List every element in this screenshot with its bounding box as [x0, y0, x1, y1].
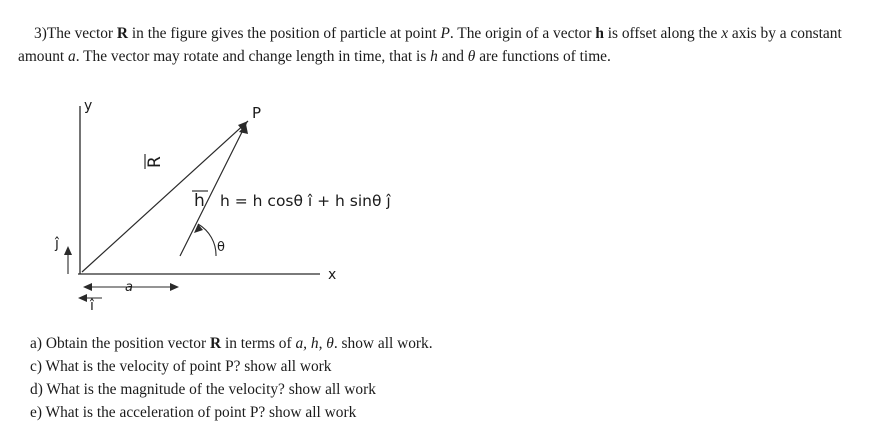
- vector-R-symbol: R: [116, 25, 129, 42]
- question-text-a-3: . show all work.: [333, 335, 433, 352]
- vector-h-symbol: h: [595, 25, 604, 42]
- theta-symbol: θ: [467, 48, 476, 66]
- offset-arrow-left: [83, 283, 92, 291]
- question-tag-d: d): [30, 381, 43, 399]
- problem-statement: [18, 22, 854, 69]
- problem-line1-d: is offset along: [603, 25, 695, 42]
- problem-line2-d: and: [437, 48, 468, 66]
- question-text-a-1: Obtain the position vector: [45, 335, 210, 352]
- h-symbol: h: [430, 48, 438, 66]
- question-text-d: What is the magnitude of the velocity? show all work: [46, 381, 376, 399]
- axis-x-symbol: x: [721, 25, 729, 42]
- y-axis-label: y: [84, 98, 93, 114]
- problem-line1-b: in the figure gives the position of particle at point: [128, 25, 441, 42]
- question-item-d: [30, 378, 730, 401]
- question-tag-e: e): [30, 404, 42, 422]
- problem-line2-e: are functions: [475, 48, 560, 66]
- question-text-a-2: in terms of: [221, 335, 296, 352]
- question-tag-c: c): [30, 358, 42, 376]
- problem-line1-c: . The origin of a vector: [449, 25, 596, 42]
- question-text-e: What is the acceleration of point P? show all work: [45, 404, 357, 422]
- unit-vector-i-label: î: [90, 298, 94, 314]
- vector-h-label: h: [194, 191, 205, 211]
- problem-line2-b: axis by a constant amount: [18, 25, 842, 66]
- question-a-variables: a, h, θ: [295, 335, 334, 352]
- h-equation: h = h cosθ î + h sinθ ĵ: [220, 192, 391, 210]
- offset-a-label: a: [125, 280, 133, 295]
- vector-diagram: [20, 96, 440, 316]
- x-axis-label: x: [328, 267, 337, 283]
- unit-vector-j-label: ĵ: [55, 236, 59, 252]
- question-item-a: [30, 332, 730, 355]
- question-item-c: [30, 355, 730, 378]
- question-item-e: [30, 401, 730, 424]
- unit-vector-i-arrowhead: [78, 294, 87, 302]
- vector-R-label-group: [145, 154, 165, 169]
- question-a-vector-R: R: [209, 335, 222, 352]
- problem-line2-a: the: [698, 25, 722, 42]
- angle-theta-label: θ: [217, 240, 225, 255]
- question-text-c: What is the velocity of point P? show all work: [45, 358, 332, 376]
- unit-vector-j-arrowhead: [64, 246, 72, 255]
- vector-h-line: [180, 124, 246, 256]
- offset-arrow-right: [170, 283, 179, 291]
- point-P-symbol: P: [440, 25, 450, 42]
- problem-line2-c: . The vector may rotate and change length in time, that is: [75, 48, 431, 66]
- question-tag-a: a): [30, 335, 42, 352]
- diagram-svg: [20, 96, 440, 316]
- offset-a-symbol: a: [68, 48, 76, 66]
- point-P-label: P: [252, 104, 262, 122]
- problem-line1-a: The vector: [46, 25, 117, 42]
- problem-number: 3): [34, 25, 47, 42]
- problem-line3: of time.: [562, 48, 611, 66]
- vector-R-label: R: [145, 156, 165, 168]
- questions-list: [30, 332, 730, 424]
